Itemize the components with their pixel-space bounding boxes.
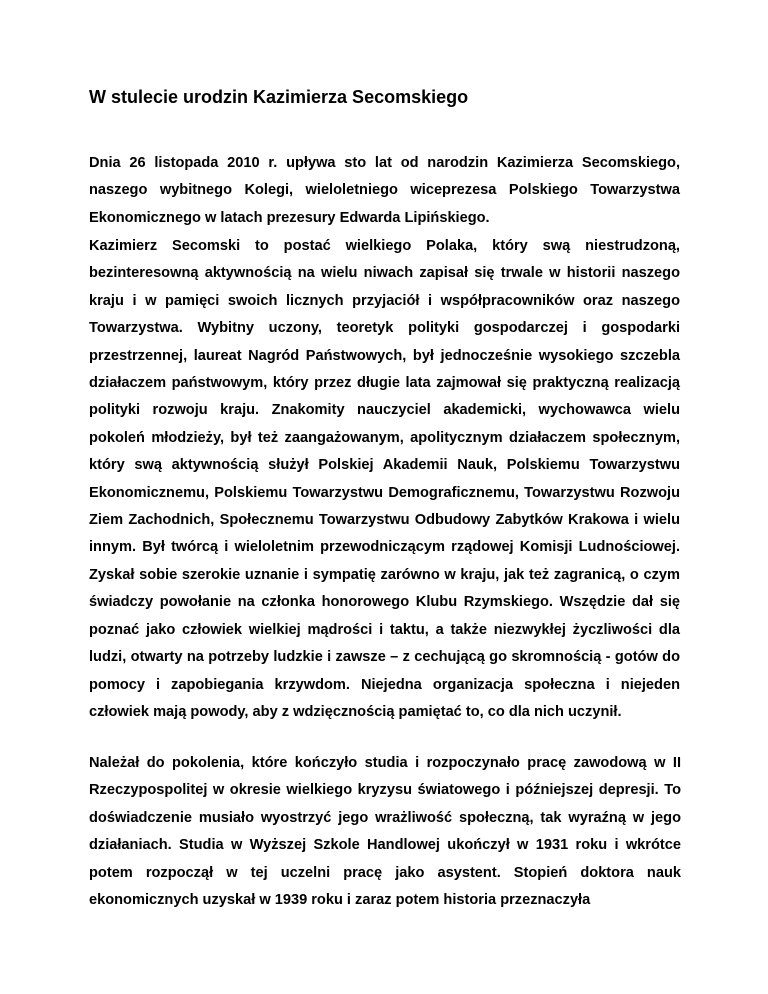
document-title: W stulecie urodzin Kazimierza Secomskiego (89, 87, 469, 107)
paragraph-2: Kazimierz Secomski to postać wielkiego Polaka, który swą niestrudzoną, bezinteresowną aktywnością na wielu niwach zapisał się trwale w historii naszego kraju i w pamięci swoich licznych przyjaciół i współpracowników oraz naszego Towarzystwa. Wybitny uczony, teoretyk polityki gospodarczej i gospodarki przestrzennej, laureat Nagród Państwowych, był jednocześnie wysokiego szczebla działaczem państwowym, który przez długie lata zajmował się praktyczną realizacją polityki rozwoju kraju. Znakomity nauczyciel akademicki, wychowawca wielu pokoleń młodzieży, był też zaangażowanym, apolitycznym działaczem społecznym, który swą aktywnością służył Polskiej Akademii Nauk, Polskiemu Towarzystwu Ekonomicznemu, Polskiemu Towarzystwu Demograficznemu, Towarzystwu Rozwoju Ziem Zachodnich, Społecznemu Towarzystwu Odbudowy Zabytków Krakowa i wielu innym. Był twórcą i wieloletnim przewodniczącym rządowej Komisji Ludnościowej. Zyskał sobie szerokie uznanie i sympatię zarówno w kraju, jak też zagranicą, o czym świadczy powołanie na członka honorowego Klubu Rzymskiego. Wszędzie dał się poznać jako człowiek wielkiej mądrości i taktu, a także niezwykłej życzliwości dla ludzi, otwarty na potrzeby ludzkie i zawsze – z cechującą go skromnością - gotów do pomocy i zapobiegania krzywdom. Niejedna organizacja społeczna i niejeden człowiek mają powody, aby z wdzięcznością pamiętać to, co dla nich uczynił. (89, 238, 680, 720)
paragraph-3: Należał do pokolenia, które kończyło studia i rozpoczynało pracę zawodową w II Rzeczypospolitej w okresie wielkiego kryzysu światowego i późniejszej depresji. To doświadczenie musiało wyostrzyć jego wrażliwość społeczną, tak wyraźną w jego działaniach. Studia w Wyższej Szkole Handlowej ukończył w 1931 roku i wkrótce potem rozpoczął w tej uczelni pracę jako asystent. Stopień doktora nauk ekonomicznych uzyskał w 1939 roku i zaraz potem historia przeznaczyła (89, 755, 681, 909)
paragraph-1: Dnia 26 listopada 2010 r. upływa sto lat od narodzin Kazimierza Secomskiego, naszego wybitnego Kolegi, wieloletniego wiceprezesa Polskiego Towarzystwa Ekonomicznego w latach prezesury Edwarda Lipińskiego. (89, 155, 680, 226)
